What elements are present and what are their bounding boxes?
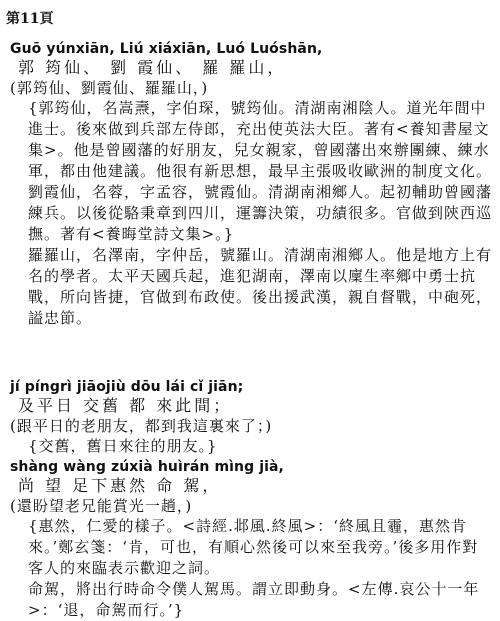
annotation-paragraph: 劉霞仙，名蓉，字孟容，號霞仙。清湖南湘鄉人。起初輔助曾國藩練兵。以後從駱秉章到四川，運籌決策，功績很多。官做到陝西巡撫。著有<養晦堂詩文集>。}: [28, 183, 493, 243]
translation-line: (郭筠仙、劉霞仙、羅羅山，): [10, 79, 209, 97]
hanzi-line: 尚 望 足下惠然 命 駕，: [18, 476, 222, 495]
translation-line: (跟平日的老朋友，都到我這裏來了；): [10, 417, 273, 435]
annotation: [28, 98, 494, 329]
pinyin-line: shàng wàng zúxià huìrán mìng jià,: [10, 459, 284, 475]
annotation-paragraph: 命駕，將出行時命令僕人駕馬。謂立即動身。<左傳.哀公十一年>：‘退，命駕而行。’}: [28, 580, 480, 619]
entry-3: [10, 458, 494, 621]
entry-1: [10, 40, 494, 329]
annotation: [28, 436, 494, 457]
annotation-paragraph: 羅羅山，名澤南，字仲岳，號羅山。清湖南湘鄉人。他是地方上有名的學者。太平天國兵起，進犯湖南，澤南以廩生率鄉中勇士抗戰，所向皆捷，官做到布政使。後出援武漢，親自督戰，中砲死，謚忠節。: [28, 246, 493, 327]
entry-2: [10, 378, 494, 457]
hanzi-line: 及平日 交舊 都 來此間；: [18, 396, 233, 415]
annotation-paragraph: {郭筠仙，名嵩燾，字伯琛，號筠仙。清湖南湘陰人。道光年間中進士。後來做到兵部左侍郎，充出使英法大臣。著有<養知書屋文集>。他是曾國藩的好朋友，兒女親家，曾國藩出來辦團練、練水軍，都由他建議。他很有新思想，最早主張吸收歐洲的制度文化。: [28, 99, 493, 180]
translation-line: (還盼望老兄能賞光一趟，): [10, 497, 193, 515]
annotation-paragraph: {交舊，舊日來往的朋友。}: [28, 437, 218, 455]
annotation: [28, 516, 494, 621]
annotation-paragraph: {惠然，仁愛的樣子。<詩經.邶風.終風>：‘終風且霾，惠然肯來。’鄭玄箋：‘肯，可也，有順心然後可以來至我旁。’後多用作對客人的來臨表示歡迎之詞。: [28, 517, 479, 577]
page-number: 第11頁: [6, 11, 54, 27]
hanzi-line: 郭 筠仙、 劉 霞仙、 羅 羅山，: [18, 58, 287, 77]
pinyin-line: Guō yúnxiān, Liú xiáxiān, Luó Luóshān,: [10, 41, 323, 57]
pinyin-line: jí píngrì jiāojiù dōu lái cǐ jiān;: [10, 379, 244, 395]
